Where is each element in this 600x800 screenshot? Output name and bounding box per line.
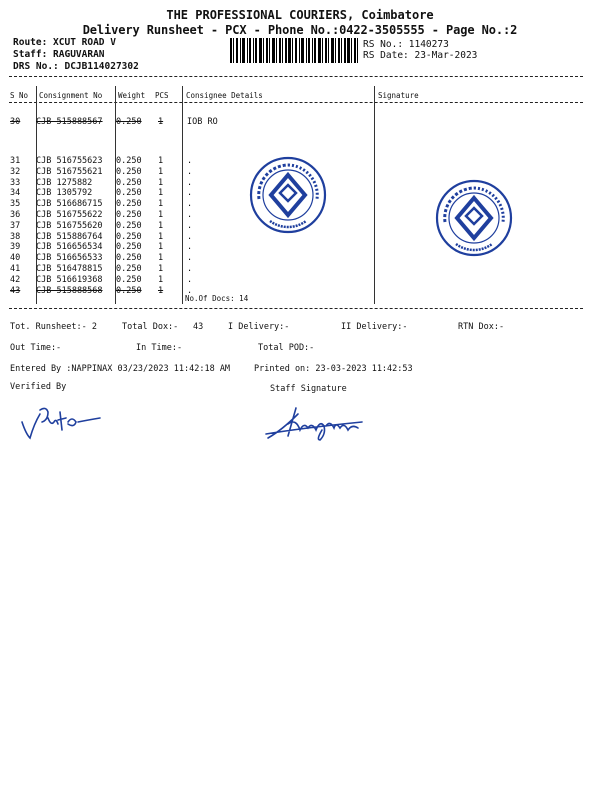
consignment-cell: CJB 1275882 [36,177,93,188]
consignment-cell: CJB 516686715 [36,199,103,210]
sno-cell: 41 [10,264,21,274]
weight-cell: 0.250 [116,253,142,264]
pcs-cell: 1 [158,177,164,188]
entered-by: Entered By :NAPPINAX 03/23/2023 11:42:18 AM [10,364,231,374]
consignment-cell: CJB 515888567 [36,117,103,127]
table-row [9,264,583,275]
column-header-consignment: Consignment No [39,91,103,100]
pcs-cell: 1 [158,156,164,166]
total-pod: Total POD:- [258,343,315,353]
sno-cell: 31 [10,156,21,166]
divider [9,76,583,77]
column-header-sno: S No [10,91,29,100]
consignee-cell: IOB RO [187,117,218,127]
consignment-cell: CJB 516656533 [36,253,103,264]
pcs-cell: 1 [158,188,164,199]
pcs-cell: 1 [158,253,164,264]
consignee-cell: . [187,264,193,274]
consignee-cell: . [187,210,193,220]
divider [9,308,583,309]
pcs-cell: 1 [158,264,164,274]
column-header-consignee: Consignee Details [186,91,263,100]
docs-count: No.Of Docs: 14 [185,294,249,303]
rs-date: RS Date: 23-Mar-2023 [363,50,478,61]
weight-cell: 0.250 [116,166,142,177]
total-dox-label: Total Dox:- [122,322,179,332]
sno-cell: 32 [10,166,21,177]
pcs-cell: 1 [158,166,164,177]
table-row [9,286,583,297]
table-row [9,117,583,128]
verified-by-label: Verified By [10,382,67,392]
consignment-cell: CJB 516619368 [36,274,103,285]
staff-label: Staff: RAGUVARAN [13,49,105,60]
pcs-cell: 1 [158,199,164,210]
consignment-cell: CJB 515888568 [36,285,103,296]
consignee-cell: . [187,177,193,188]
i-delivery: I Delivery:- [228,322,290,332]
consignee-cell: . [187,242,193,253]
pcs-cell: 1 [158,117,164,127]
sno-cell: 34 [10,188,21,199]
consignment-cell: CJB 516656534 [36,242,103,253]
sno-cell: 39 [10,242,21,253]
consignee-cell: . [187,220,193,231]
consignee-cell: . [187,231,193,242]
weight-cell: 0.250 [116,231,142,242]
pcs-cell: 1 [158,285,164,296]
sno-cell: 35 [10,199,21,210]
consignee-cell: . [187,274,193,285]
route-label: Route: XCUT ROAD V [13,37,116,48]
weight-cell: 0.250 [116,264,142,274]
sno-cell: 40 [10,253,21,264]
pcs-cell: 1 [158,231,164,242]
printed-on: Printed on: 23-03-2023 11:42:53 [254,364,413,374]
consignee-cell: . [187,156,193,166]
consignment-cell: CJB 516755622 [36,210,103,220]
company-title: THE PROFESSIONAL COURIERS, Coimbatore [166,8,434,22]
consignee-cell: . [187,166,193,177]
weight-cell: 0.250 [116,117,142,127]
column-header-pcs: PCS [155,91,169,100]
consignment-cell: CJB 515886764 [36,231,103,242]
rs-number: RS No.: 1140273 [363,39,449,50]
out-time: Out Time:- [10,343,62,353]
in-time: In Time:- [136,343,183,353]
sno-cell: 36 [10,210,21,220]
sno-cell: 43 [10,285,21,296]
drs-number: DRS No.: DCJB114027302 [13,61,139,72]
table-row [9,275,583,286]
consignee-cell: . [187,199,193,210]
pcs-cell: 1 [158,210,164,220]
weight-cell: 0.250 [116,177,142,188]
weight-cell: 0.250 [116,242,142,253]
weight-cell: 0.250 [116,199,142,210]
consignment-cell: CJB 1305792 [36,188,93,199]
pcs-cell: 1 [158,274,164,285]
staff-signature-label: Staff Signature [270,384,347,394]
column-header-weight: Weight [118,91,146,100]
column-header-signature: Signature [378,91,419,100]
consignee-cell: . [187,253,193,264]
consignee-cell: . [187,285,193,296]
consignee-cell: . [187,188,193,199]
consignment-cell: CJB 516755623 [36,156,103,166]
pcs-cell: 1 [158,220,164,231]
staff-signature [262,400,372,445]
bank-stamp [248,155,328,235]
sno-cell: 30 [10,117,21,127]
bank-stamp [434,178,514,258]
sno-cell: 37 [10,220,21,231]
weight-cell: 0.250 [116,210,142,220]
sno-cell: 38 [10,231,21,242]
barcode [230,38,358,63]
consignment-cell: CJB 516755620 [36,220,103,231]
sno-cell: 33 [10,177,21,188]
tot-runsheet: Tot. Runsheet:- 2 [10,322,97,332]
consignment-cell: CJB 516478815 [36,264,103,274]
weight-cell: 0.250 [116,156,142,166]
ii-delivery: II Delivery:- [341,322,408,332]
weight-cell: 0.250 [116,188,142,199]
sno-cell: 42 [10,274,21,285]
total-dox-value: 43 [193,322,204,332]
consignment-cell: CJB 516755621 [36,166,103,177]
pcs-cell: 1 [158,242,164,253]
weight-cell: 0.250 [116,274,142,285]
weight-cell: 0.250 [116,285,142,296]
divider [9,102,583,103]
weight-cell: 0.250 [116,220,142,231]
verifier-signature [18,400,108,445]
rtn-dox: RTN Dox:- [458,322,505,332]
runsheet-title: Delivery Runsheet - PCX - Phone No.:0422-3505555 - Page No.:2 [82,23,518,37]
